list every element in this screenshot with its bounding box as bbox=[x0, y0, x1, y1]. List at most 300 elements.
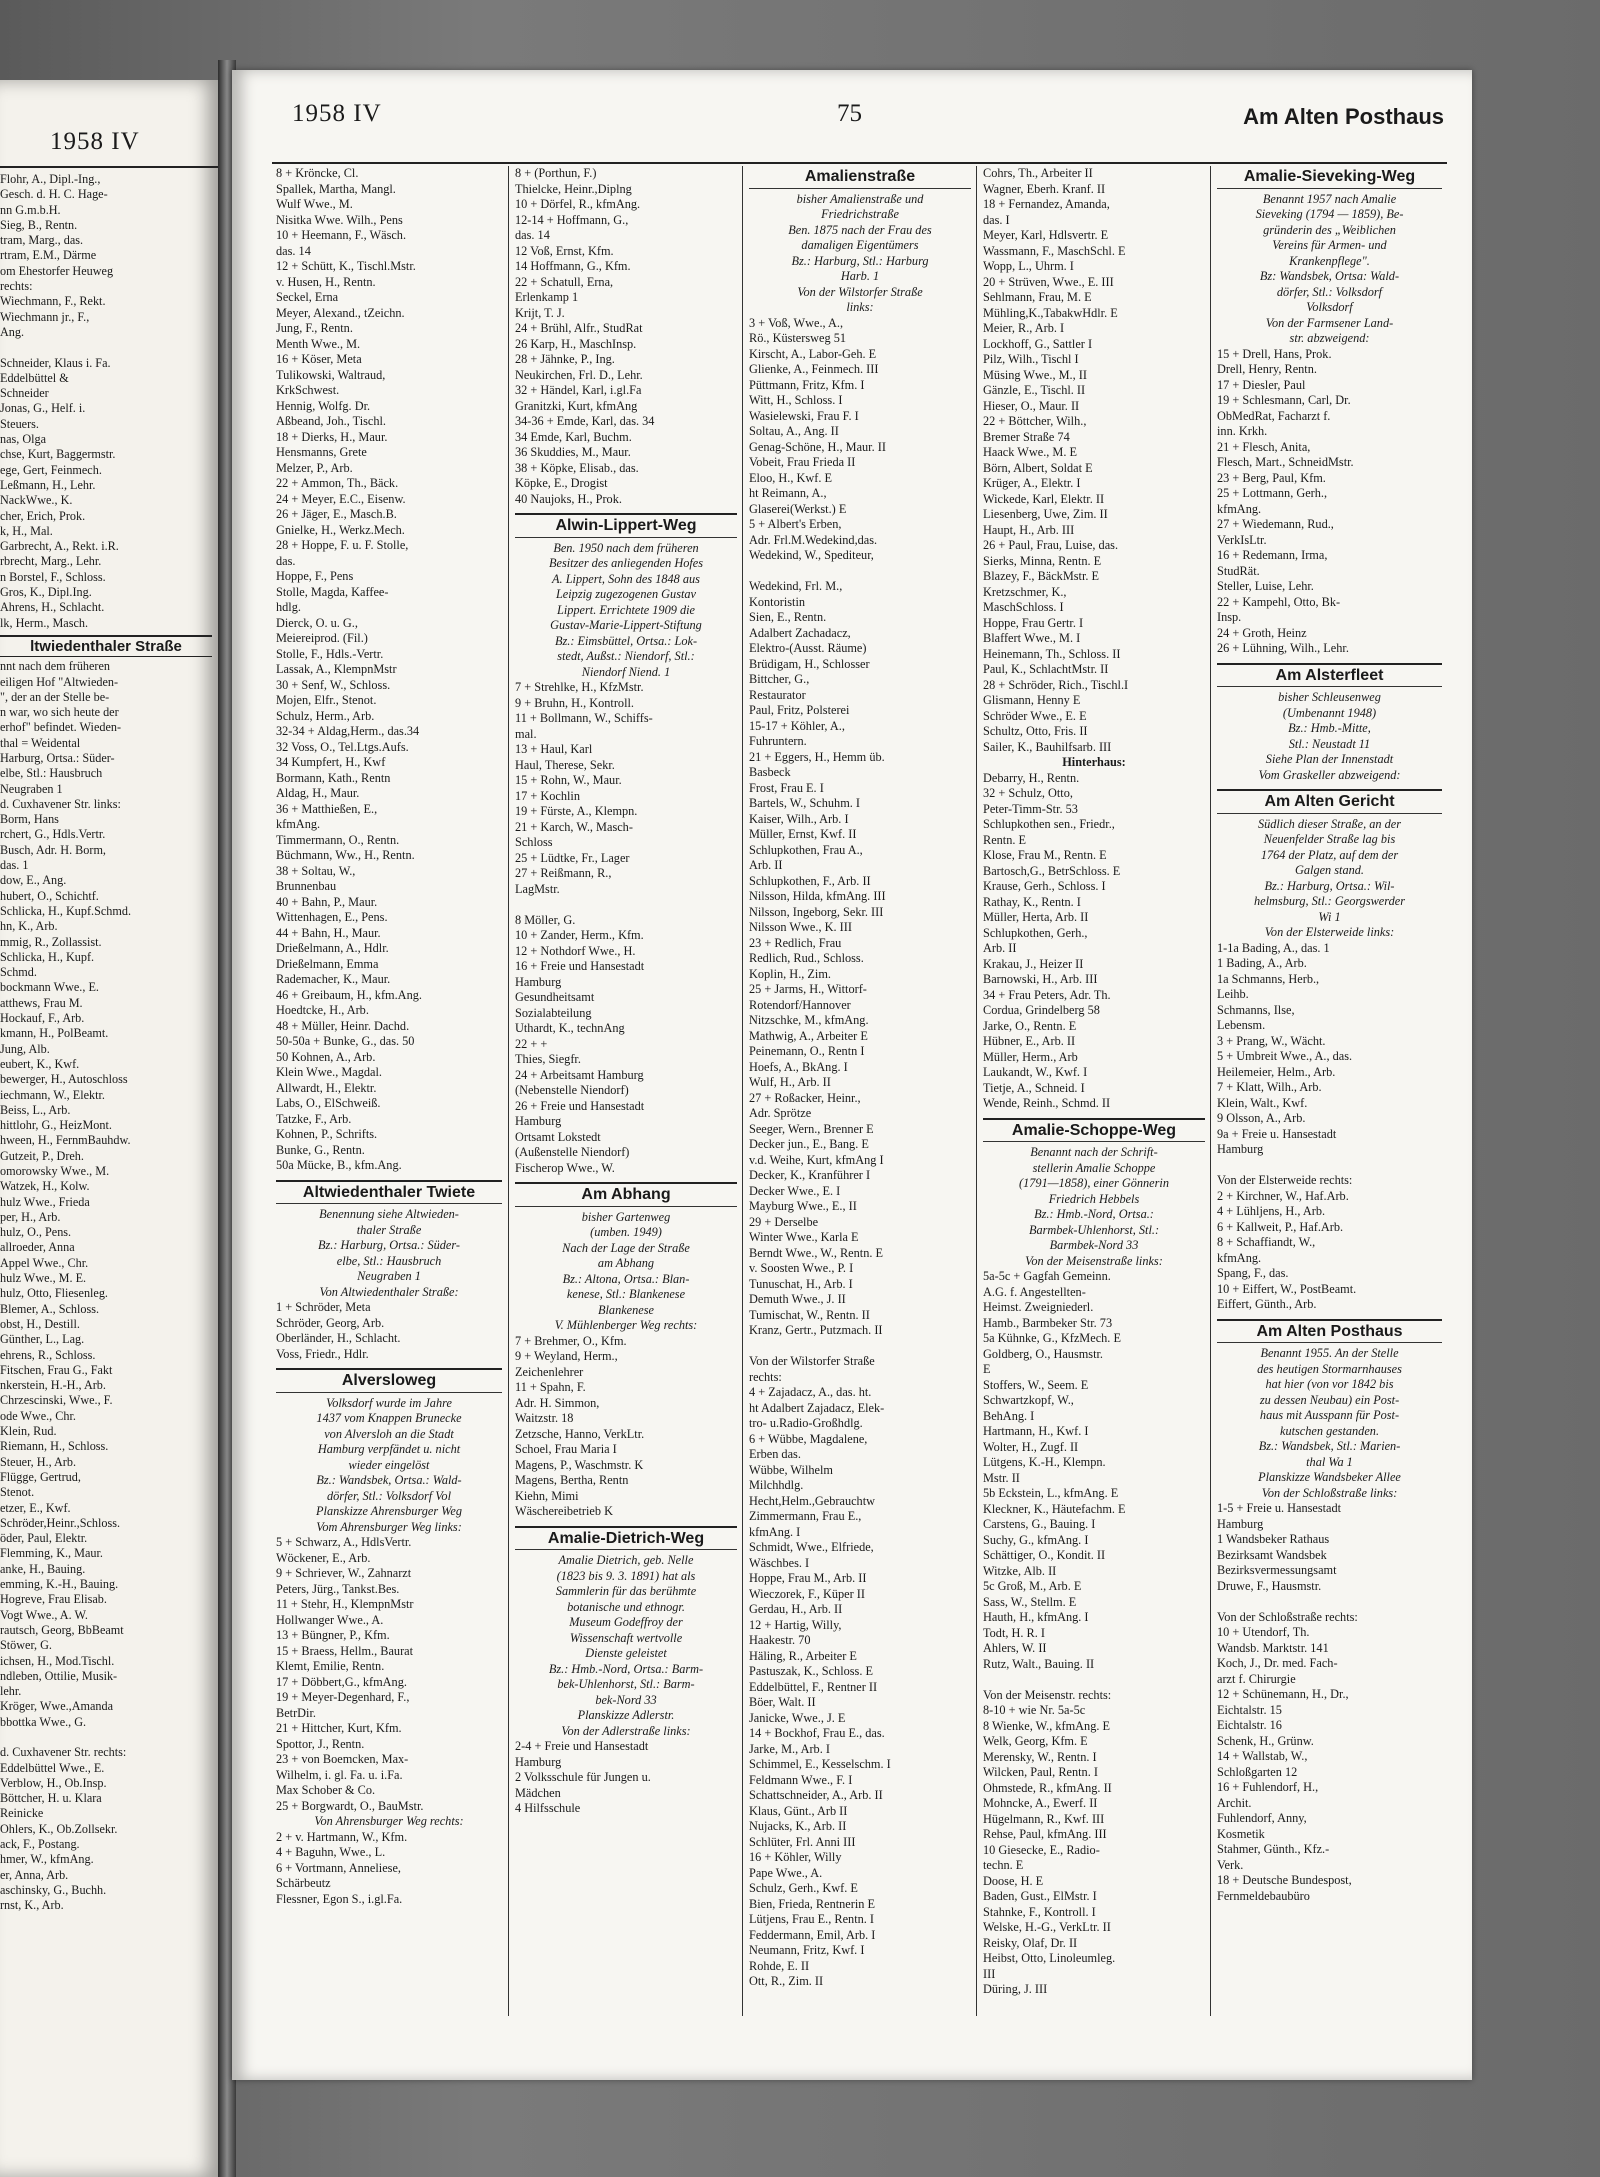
directory-line: ode Wwe., Chr. bbox=[0, 1408, 76, 1423]
resident-entry: 50a Mücke, B., kfm.Ang. bbox=[276, 1158, 402, 1172]
resident-entry: Nisitka Wwe. Wilh., Pens bbox=[276, 212, 403, 227]
resident-entry: A.G. f. Angestellten- bbox=[983, 1284, 1086, 1299]
street-note: Von der Schloßstraße links: bbox=[1261, 1485, 1398, 1500]
directory-line: Jung, Alb. bbox=[0, 1041, 50, 1056]
resident-entry: Barnowski, H., Arb. III bbox=[983, 972, 1098, 986]
street-note: thal Wa 1 bbox=[1306, 1454, 1353, 1469]
street-note: Galgen stand. bbox=[1295, 863, 1364, 877]
resident-entry: Demuth Wwe., J. II bbox=[749, 1292, 846, 1306]
street-note: Bz.: Harburg, Ortsa.: Süder- bbox=[317, 1238, 461, 1252]
street-note: 1437 vom Knappen Brunecke bbox=[316, 1411, 462, 1425]
directory-line: Borm, Hans bbox=[0, 812, 59, 827]
street-note: des heutigen Stormarnhauses bbox=[1257, 1361, 1402, 1376]
resident-entry: 5a-5c + Gagfah Gemeinn. bbox=[983, 1269, 1111, 1283]
directory-line: erhof" befindet. Wieden- bbox=[0, 720, 122, 735]
street-note: Bz: Wandsbek, Ortsa: Wald- bbox=[1259, 269, 1400, 283]
directory-line: dow, E., Ang. bbox=[0, 873, 67, 888]
resident-entry: 34-36 + Emde, Karl, das. 34 bbox=[515, 414, 655, 428]
resident-entry: 10 + Heemann, F., Wäsch. bbox=[276, 228, 407, 242]
resident-entry: 48 + Müller, Heinr. Dachd. bbox=[276, 1018, 410, 1033]
street-note: Vom Graskeller abzweigend: bbox=[1258, 767, 1401, 782]
resident-entry: 21 + Eggers, H., Hemm üb. bbox=[749, 749, 885, 764]
street-note: kenese, Stl.: Blankenese bbox=[566, 1287, 686, 1301]
street-note: Bz.: Hmb.-Nord, Ortsa.: bbox=[1034, 1207, 1154, 1221]
street-note: von Alversloh an die Stadt bbox=[324, 1426, 454, 1441]
resident-entry: Klemt, Emilie, Rentn. bbox=[276, 1659, 385, 1673]
directory-line: Schneider bbox=[0, 386, 49, 401]
resident-entry: 40 Naujoks, H., Prok. bbox=[515, 491, 622, 506]
resident-entry: ht Adalbert Zajadacz, Elek- bbox=[749, 1400, 885, 1415]
directory-line: Steuers. bbox=[0, 416, 39, 431]
resident-entry: Haack Wwe., M. E bbox=[983, 445, 1078, 459]
street-note: Dienste geleistet bbox=[585, 1646, 667, 1660]
resident-entry: kfmAng. bbox=[1217, 1250, 1262, 1265]
resident-entry: Erben das. bbox=[749, 1447, 801, 1461]
resident-entry: Wilcken, Paul, Rentn. I bbox=[983, 1765, 1098, 1779]
directory-line: emming, K.-H., Bauing. bbox=[0, 1577, 119, 1592]
resident-entry: v. Soosten Wwe., P. I bbox=[749, 1261, 854, 1275]
resident-entry: 8 + Schaffiandt, W., bbox=[1217, 1235, 1316, 1249]
resident-entry: Neumann, Fritz, Kwf. I bbox=[749, 1943, 865, 1957]
resident-entry: Wäschbes. I bbox=[749, 1555, 810, 1570]
page-header bbox=[232, 100, 1472, 140]
resident-entry: 8 Möller, G. bbox=[515, 912, 576, 927]
street-note: Planskizze Adlerstr. bbox=[577, 1708, 675, 1722]
resident-entry: Sozialabteilung bbox=[515, 1005, 592, 1020]
column-5 bbox=[1210, 166, 1448, 2016]
resident-entry: 27 + Reißmann, R., bbox=[515, 866, 612, 880]
resident-entry: Schmidt, Wwe., Elfriede, bbox=[749, 1540, 874, 1554]
resident-entry: Schoel, Frau Maria I bbox=[515, 1442, 617, 1456]
resident-entry: Adr. Frl.M.Wedekind,das. bbox=[749, 532, 878, 547]
directory-line: Günther, L., Lag. bbox=[0, 1332, 85, 1347]
resident-entry: 5 + Umbreit Wwe., A., das. bbox=[1217, 1049, 1353, 1063]
resident-entry: Brüdigam, H., Schlosser bbox=[749, 656, 870, 671]
resident-entry: Büchmann, Ww., H., Rentn. bbox=[276, 848, 415, 862]
street-note: Neugraben 1 bbox=[357, 1269, 421, 1283]
resident-entry: 1-1a Bading, A., das. 1 bbox=[1217, 940, 1330, 955]
street-note: Harb. 1 bbox=[840, 269, 880, 283]
resident-entry: Cohrs, Th., Arbeiter II bbox=[983, 166, 1093, 180]
resident-entry: Feddermann, Emil, Arb. I bbox=[749, 1927, 876, 1942]
resident-entry: 50-50a + Bunke, G., das. 50 bbox=[276, 1034, 415, 1048]
street-note: links: bbox=[846, 300, 874, 314]
resident-entry: Arb. II bbox=[749, 858, 783, 872]
resident-entry: 14 Hoffmann, G., Kfm. bbox=[515, 259, 631, 273]
resident-entry: 12 + Nothdorf Wwe., H. bbox=[515, 943, 636, 958]
resident-entry: Müller, Herta, Arb. II bbox=[983, 910, 1089, 924]
street-heading: Alwin-Lippert-Weg bbox=[515, 513, 737, 538]
resident-entry: Janicke, Wwe., J. E bbox=[749, 1710, 846, 1725]
directory-line: Böttcher, H. u. Klara bbox=[0, 1791, 102, 1806]
resident-entry: Wäschereibetrieb K bbox=[515, 1504, 613, 1518]
resident-entry: ObMedRat, Facharzt f. bbox=[1217, 408, 1331, 423]
directory-line: d. Cuxhavener Str. rechts: bbox=[0, 1745, 127, 1760]
resident-entry: kfmAng. I bbox=[749, 1524, 801, 1539]
street-note: dörfer, Stl.: Volksdorf bbox=[1276, 284, 1383, 299]
resident-entry: Hensmanns, Grete bbox=[276, 445, 367, 459]
resident-entry: Seckel, Erna bbox=[276, 290, 339, 304]
directory-line: ege, Gert, Feinmech. bbox=[0, 462, 102, 477]
resident-entry: 29 + Derselbe bbox=[749, 1214, 819, 1229]
resident-entry: Nujacks, K., Arb. II bbox=[749, 1819, 847, 1833]
resident-entry: Hartmann, H., Kwf. I bbox=[983, 1424, 1089, 1438]
resident-entry: Aßbeand, Joh., Tischl. bbox=[276, 414, 386, 428]
resident-entry: Wulf, H., Arb. II bbox=[749, 1075, 831, 1089]
resident-entry: Eloo, H., Kwf. E bbox=[749, 470, 832, 485]
street-note: Barmbek-Uhlenhorst, Stl.: bbox=[1028, 1222, 1160, 1237]
resident-entry: Melzer, P., Arb. bbox=[276, 460, 353, 475]
resident-entry: Adr. Sprötze bbox=[749, 1106, 812, 1120]
directory-line: Gros, K., Dipl.Ing. bbox=[0, 585, 92, 600]
resident-entry: 25 + Lottmann, Gerh., bbox=[1217, 486, 1328, 500]
resident-entry: Schmanns, Ilse, bbox=[1217, 1002, 1295, 1017]
resident-entry: rechts: bbox=[749, 1369, 782, 1384]
resident-entry: Hauth, H., kfmAng. I bbox=[983, 1610, 1089, 1624]
resident-entry: Fuhruntern. bbox=[749, 734, 807, 748]
street-heading: Am Abhang bbox=[515, 1182, 737, 1207]
resident-entry: 13 + Büngner, P., Kfm. bbox=[276, 1628, 390, 1642]
resident-entry: 16 + Fuhlendorf, H., bbox=[1217, 1780, 1319, 1794]
street-note: (1823 bis 9. 3. 1891) hat als bbox=[556, 1568, 696, 1583]
column-3 bbox=[742, 166, 977, 2016]
street-note: str. abzweigend: bbox=[1289, 331, 1370, 345]
directory-line: hween, H., FernmBauhdw. bbox=[0, 1133, 131, 1148]
resident-entry: VerkIsLtr. bbox=[1217, 532, 1267, 547]
resident-entry: Tunuschat, H., Arb. I bbox=[749, 1276, 853, 1291]
resident-entry: 16 + Redemann, Irma, bbox=[1217, 548, 1328, 562]
resident-entry: Von der Meisenstr. rechts: bbox=[983, 1687, 1112, 1702]
resident-entry: Granitzki, Kurt, kfmAng bbox=[515, 398, 638, 413]
resident-entry: III bbox=[983, 1966, 996, 1981]
street-note: elbe, Stl.: Hausbruch bbox=[336, 1253, 442, 1268]
resident-entry: Haakestr. 70 bbox=[749, 1633, 811, 1647]
directory-line: obst, H., Destill. bbox=[0, 1316, 80, 1331]
resident-entry: 3 + Prang, W., Wächt. bbox=[1217, 1033, 1326, 1048]
resident-entry: 1-5 + Freie u. Hansestadt bbox=[1217, 1501, 1342, 1515]
resident-entry: (Nebenstelle Niendorf) bbox=[515, 1083, 629, 1097]
resident-entry: Schröder Wwe., E. E bbox=[983, 708, 1087, 723]
resident-entry: Schulz, Gerh., Kwf. E bbox=[749, 1881, 858, 1895]
resident-entry: Nilsson, Hilda, kfmAng. III bbox=[749, 889, 886, 903]
directory-line: Fitschen, Frau G., Fakt bbox=[0, 1362, 113, 1377]
resident-entry: 22 + Kampehl, Otto, Bk- bbox=[1217, 594, 1341, 609]
street-note: Von der Farmsener Land- bbox=[1265, 315, 1394, 330]
resident-entry: Jung, F., Rentn. bbox=[276, 321, 353, 335]
directory-line: nas, Olga bbox=[0, 432, 47, 447]
resident-entry: (Außenstelle Niendorf) bbox=[515, 1145, 630, 1159]
resident-entry bbox=[1217, 1158, 1442, 1174]
resident-entry: Wulf Wwe., M. bbox=[276, 197, 353, 211]
resident-entry: ht Reimann, A., bbox=[749, 486, 827, 500]
resident-entry: Nilsson Wwe., K. III bbox=[749, 920, 852, 934]
resident-entry: Bunke, G., Rentn. bbox=[276, 1142, 365, 1157]
directory-line: Flohr, A., Dipl.-Ing., bbox=[0, 172, 101, 186]
street-heading: Am Alsterfleet bbox=[1217, 663, 1442, 688]
resident-entry: Doose, H. E bbox=[983, 1873, 1044, 1888]
resident-entry: 16 + Köser, Meta bbox=[276, 352, 362, 366]
resident-entry: Drell, Henry, Rentn. bbox=[1217, 362, 1317, 376]
resident-entry: Lütjens, Frau E., Rentn. I bbox=[749, 1912, 874, 1926]
resident-entry: 30 + Senf, W., Schloss. bbox=[276, 677, 391, 692]
resident-entry: 4 + Lühljens, H., Arb. bbox=[1217, 1204, 1326, 1218]
left-page-lines-2 bbox=[0, 659, 212, 1913]
street-note: Von der Meisenstraße links: bbox=[1025, 1253, 1163, 1268]
resident-entry: Glaserei(Werkst.) E bbox=[749, 501, 847, 516]
resident-entry: Pape Wwe., A. bbox=[749, 1865, 823, 1880]
resident-entry: Mathwig, A., Arbeiter E bbox=[749, 1028, 868, 1043]
resident-entry: 5b Eckstein, L., kfmAng. E bbox=[983, 1486, 1119, 1500]
resident-entry: Koch, J., Dr. med. Fach- bbox=[1217, 1656, 1338, 1670]
resident-entry bbox=[1217, 1594, 1442, 1610]
directory-line: anke, H., Bauing. bbox=[0, 1561, 86, 1576]
resident-entry: Jarke, M., Arb. I bbox=[749, 1741, 830, 1756]
street-note: Bz.: Wandsbek, Stl.: Marien- bbox=[1258, 1439, 1401, 1453]
street-heading: Amalie-Sieveking-Weg bbox=[1217, 166, 1442, 189]
directory-line: Gesch. d. H. C. Hage- bbox=[0, 187, 108, 202]
resident-entry: 50 Kohnen, A., Arb. bbox=[276, 1049, 376, 1064]
resident-entry: 15 + Rohn, W., Maur. bbox=[515, 773, 622, 787]
resident-entry: Rentn. E bbox=[983, 832, 1027, 847]
resident-entry: Laukandt, W., Kwf. I bbox=[983, 1065, 1088, 1079]
directory-line: Eddelbüttel Wwe., E. bbox=[0, 1760, 105, 1775]
resident-entry: LagMstr. bbox=[515, 881, 560, 896]
directory-line: Sieg, B., Rentn. bbox=[0, 217, 78, 232]
resident-entry: Stolle, F., Hdls.-Vertr. bbox=[276, 646, 384, 661]
resident-entry: 19 + Fürste, A., Klempn. bbox=[515, 804, 638, 818]
directory-line: eiligen Hof "Altwieden- bbox=[0, 674, 119, 689]
resident-entry: Düring, J. III bbox=[983, 1982, 1048, 1996]
resident-entry: Schenk, H., Grünw. bbox=[1217, 1733, 1314, 1748]
directory-line: Wiechmann, F., Rekt. bbox=[0, 294, 106, 309]
resident-entry: Müller, Herm., Arb bbox=[983, 1049, 1078, 1064]
resident-entry: Bartels, W., Schuhm. I bbox=[749, 796, 861, 810]
directory-line: Kröger, Wwe.,Amanda bbox=[0, 1699, 113, 1714]
resident-entry: Sien, E., Rentn. bbox=[749, 610, 827, 624]
directory-line: rbrecht, Marg., Lehr. bbox=[0, 554, 102, 569]
running-title: Am Alten Posthaus bbox=[1243, 104, 1444, 129]
resident-entry: Mühling,K.,TabakwHdlr. E bbox=[983, 305, 1118, 320]
resident-entry: 15 + Braess, Hellm., Baurat bbox=[276, 1643, 414, 1658]
resident-entry: Klein, Walt., Kwf. bbox=[1217, 1095, 1308, 1110]
resident-entry: 8 Wienke, W., kfmAng. E bbox=[983, 1718, 1111, 1733]
directory-line: aschinsky, G., Buchh. bbox=[0, 1882, 107, 1897]
resident-entry: Böer, Walt. II bbox=[749, 1695, 816, 1709]
resident-entry: 26 Karp, H., MaschInsp. bbox=[515, 336, 637, 351]
resident-entry: Milchhdlg. bbox=[749, 1478, 804, 1492]
resident-entry: Rö., Küstersweg 51 bbox=[749, 331, 847, 345]
resident-entry: Spang, F., das. bbox=[1217, 1266, 1289, 1280]
resident-entry: Pilz, Wilh., Tischl I bbox=[983, 352, 1079, 366]
directory-line: d. Cuxhavener Str. links: bbox=[0, 796, 121, 811]
resident-entry: Sass, W., Stellm. E bbox=[983, 1594, 1077, 1609]
resident-entry: Rutz, Walt., Bauing. II bbox=[983, 1656, 1095, 1671]
directory-line: rautsch, Georg, BbBeamt bbox=[0, 1622, 124, 1637]
resident-entry: Sailer, K., Bauhilfsarb. III bbox=[983, 739, 1112, 754]
resident-entry: 9 + Bruhn, H., Kontroll. bbox=[515, 695, 634, 710]
street-note: Volksdorf bbox=[1306, 300, 1353, 314]
directory-line: Stöwer, G. bbox=[0, 1638, 52, 1653]
resident-entry: Schulz, Herm., Arb. bbox=[276, 708, 375, 723]
street-note: Benannt nach der Schrift- bbox=[1030, 1145, 1158, 1159]
directory-line: Steuer, H., Arb. bbox=[0, 1454, 77, 1469]
street-note: Neuenfelder Straße lag bis bbox=[1263, 832, 1396, 846]
directory-line: bewerger, H., Autoschloss bbox=[0, 1072, 128, 1087]
resident-entry: 2 + Kirchner, W., Haf.Arb. bbox=[1217, 1188, 1349, 1203]
directory-line: allroeder, Anna bbox=[0, 1240, 75, 1255]
street-note: thaler Straße bbox=[356, 1222, 422, 1237]
street-note: Von Ahrensburger Weg rechts: bbox=[314, 1814, 464, 1828]
street-note: Nach der Lage der Straße bbox=[562, 1240, 690, 1255]
resident-entry: 23 + Berg, Paul, Kfm. bbox=[1217, 470, 1326, 485]
directory-line: Flügge, Gertrud, bbox=[0, 1469, 81, 1484]
resident-entry: Schärbeutz bbox=[276, 1876, 331, 1890]
resident-entry: Kaiser, Wilh., Arb. I bbox=[749, 811, 849, 826]
resident-entry: Von der Schloßstraße rechts: bbox=[1217, 1609, 1358, 1624]
directory-line: hulz, Otto, Fliesenleg. bbox=[0, 1286, 108, 1301]
resident-entry: 24 + Groth, Heinz bbox=[1217, 625, 1307, 640]
resident-entry: 9a + Freie u. Hansestadt bbox=[1217, 1126, 1337, 1141]
resident-entry: Glienke, A., Feinmech. III bbox=[749, 362, 879, 376]
resident-entry: Kontoristin bbox=[749, 594, 806, 609]
resident-entry: 14 + Bockhof, Frau E., das. bbox=[749, 1726, 885, 1740]
street-note: Südlich dieser Straße, an der bbox=[1257, 816, 1402, 831]
directory-line: Schlicka, H., Kupf. bbox=[0, 949, 95, 964]
resident-entry: 40 + Bahn, P., Maur. bbox=[276, 894, 378, 909]
resident-entry: Eichtalstr. 16 bbox=[1217, 1718, 1282, 1732]
street-heading: Amalie-Dietrich-Weg bbox=[515, 1526, 737, 1551]
resident-entry: Kohnen, P., Schrifts. bbox=[276, 1127, 378, 1141]
directory-line: Leßmann, H., Lehr. bbox=[0, 477, 96, 492]
directory-line: Flemming, K., Maur. bbox=[0, 1546, 103, 1561]
directory-line: Jonas, G., Helf. i. bbox=[0, 401, 86, 416]
resident-entry: MaschSchloss. I bbox=[983, 600, 1064, 614]
resident-entry: 25 + Jarms, H., Wittorf- bbox=[749, 982, 867, 996]
resident-entry: Fuhlendorf, Anny, bbox=[1217, 1811, 1307, 1825]
directory-line: atthews, Frau M. bbox=[0, 995, 83, 1010]
resident-entry: 14 + Wallstab, W., bbox=[1217, 1749, 1308, 1763]
street-note: Museum Godeffroy der bbox=[569, 1615, 683, 1629]
resident-entry: Witt, H., Schloss. I bbox=[749, 393, 843, 407]
resident-entry: 5a Kühnke, G., KfzMech. E bbox=[983, 1331, 1121, 1345]
resident-entry: Zeichenlehrer bbox=[515, 1364, 584, 1379]
resident-entry: Koplin, H., Zim. bbox=[749, 966, 831, 981]
resident-entry: Schimmel, E., Kesselschm. I bbox=[749, 1757, 891, 1771]
directory-line: Gutzeit, P., Dreh. bbox=[0, 1148, 84, 1163]
resident-entry: Kretzschmer, K., bbox=[983, 584, 1067, 599]
resident-entry: Ortsamt Lokstedt bbox=[515, 1129, 601, 1144]
resident-entry: Kranz, Gertr., Putzmach. II bbox=[749, 1323, 883, 1337]
left-page-header: 1958 IV bbox=[50, 128, 140, 155]
resident-entry: 36 + Matthießen, E., bbox=[276, 801, 378, 816]
resident-entry: Max Schober & Co. bbox=[276, 1783, 376, 1797]
resident-entry: Bremer Straße 74 bbox=[983, 429, 1070, 444]
street-note: Bz.: Harburg, Ortsa.: Wil- bbox=[1264, 878, 1395, 893]
directory-line: rchert, G., Hdls.Vertr. bbox=[0, 827, 106, 842]
resident-entry: 2-4 + Freie und Hansestadt bbox=[515, 1739, 649, 1753]
resident-entry: Sehlmann, Frau, M. E bbox=[983, 290, 1092, 304]
street-note: Benannt 1955. An der Stelle bbox=[1260, 1346, 1399, 1360]
resident-entry: 26 + Jäger, E., Masch.B. bbox=[276, 507, 397, 521]
resident-entry: Thielcke, Heinr.,Diplng bbox=[515, 181, 632, 196]
resident-entry: Mayburg Wwe., E., II bbox=[749, 1199, 857, 1213]
resident-entry: Meier, R., Arb. I bbox=[983, 321, 1065, 335]
resident-entry: Hoppe, Frau M., Arb. II bbox=[749, 1571, 867, 1585]
resident-entry: Wasielewski, Frau F. I bbox=[749, 408, 859, 423]
resident-entry: Hoppe, Frau Gertr. I bbox=[983, 615, 1084, 630]
directory-line: cher, Erich, Prok. bbox=[0, 508, 86, 523]
resident-entry: Drießelmann, Emma bbox=[276, 956, 379, 971]
street-note: bek-Nord 33 bbox=[595, 1692, 657, 1707]
directory-line: nnt nach dem früheren bbox=[0, 659, 110, 674]
resident-entry: Schultz, Otto, Fris. II bbox=[983, 724, 1088, 738]
resident-entry: 36 Skuddies, M., Maur. bbox=[515, 445, 631, 459]
resident-entry: Mohncke, A., Ewerf. II bbox=[983, 1796, 1098, 1810]
directory-line: elbe, Stl.: Hausbruch bbox=[0, 766, 103, 781]
resident-entry: Menth Wwe., M. bbox=[276, 336, 361, 351]
resident-entry: Pastuszak, K., Schloss. E bbox=[749, 1664, 873, 1678]
directory-line: nn G.m.b.H. bbox=[0, 202, 61, 217]
directory-line: Riemann, H., Schloss. bbox=[0, 1439, 109, 1454]
street-note: Besitzer des anliegenden Hofes bbox=[548, 556, 704, 570]
resident-entry: 20 + Strüven, Wwe., E. III bbox=[983, 274, 1114, 289]
street-note: Bz.: Altona, Ortsa.: Blan- bbox=[562, 1271, 690, 1286]
resident-entry: Krause, Gerh., Schloss. I bbox=[983, 879, 1106, 893]
resident-entry: Schattschneider, A., Arb. II bbox=[749, 1788, 883, 1802]
resident-entry: Haul, Therese, Sekr. bbox=[515, 757, 615, 772]
resident-entry: 17 + Döbbert,G., kfmAng. bbox=[276, 1674, 407, 1689]
resident-entry: Magens, Bertha, Rentn bbox=[515, 1473, 629, 1487]
resident-entry: 26 + Freie und Hansestadt bbox=[515, 1098, 645, 1113]
resident-entry: Klose, Frau M., Rentn. E bbox=[983, 848, 1107, 862]
directory-line: NackWwe., K. bbox=[0, 493, 73, 508]
resident-entry: Erlenkamp 1 bbox=[515, 290, 579, 304]
resident-entry: Fernmeldebaubüro bbox=[1217, 1888, 1310, 1903]
resident-entry: Bormann, Kath., Rentn bbox=[276, 770, 391, 785]
directory-line: Stenot. bbox=[0, 1485, 35, 1500]
resident-entry: Feldmann Wwe., F. I bbox=[749, 1772, 853, 1787]
directory-line: das. 1 bbox=[0, 858, 29, 873]
resident-entry: 1 + Schröder, Meta bbox=[276, 1300, 371, 1314]
resident-entry: Stahnke, F., Kontroll. I bbox=[983, 1904, 1096, 1919]
street-note: Sieveking (1794 — 1859), Be- bbox=[1255, 207, 1404, 221]
right-page bbox=[232, 70, 1472, 2080]
street-note: V. Mühlenberger Weg rechts: bbox=[554, 1318, 698, 1332]
street-note: Wi 1 bbox=[1318, 909, 1341, 924]
directory-line: hn, K., Arb. bbox=[0, 919, 58, 934]
directory-line: hmer, W., kfmAng. bbox=[0, 1852, 94, 1867]
resident-entry bbox=[515, 897, 737, 913]
directory-line: Ohlers, K., Ob.Zollsekr. bbox=[0, 1821, 118, 1836]
street-note: wieder eingelöst bbox=[348, 1457, 430, 1472]
resident-entry: Nilsson, Ingeborg, Sekr. III bbox=[749, 904, 884, 919]
resident-entry: 7 + Strehlke, H., KfzMstr. bbox=[515, 680, 644, 694]
resident-entry: Hoefs, A., BkAng. I bbox=[749, 1059, 848, 1074]
resident-entry: Von der Elsterweide rechts: bbox=[1217, 1173, 1353, 1187]
resident-entry: Flessner, Egon S., i.gl.Fa. bbox=[276, 1891, 403, 1906]
directory-line: lk, Herm., Masch. bbox=[0, 615, 89, 630]
resident-entry: Fischerop Wwe., W. bbox=[515, 1160, 615, 1175]
resident-entry: 12 + Schütt, K., Tischl.Mstr. bbox=[276, 259, 416, 273]
left-header-rule bbox=[0, 166, 222, 168]
resident-entry: Kleckner, K., Häutefachm. E bbox=[983, 1501, 1126, 1516]
resident-entry: Gerdau, H., Arb. II bbox=[749, 1602, 843, 1616]
resident-entry: Rathay, K., Rentn. I bbox=[983, 894, 1081, 909]
street-note: Benennung siehe Altwieden- bbox=[319, 1207, 459, 1221]
resident-entry: Archit. bbox=[1217, 1795, 1252, 1810]
resident-entry: 13 + Haul, Karl bbox=[515, 742, 593, 756]
directory-line: Verblow, H., Ob.Insp. bbox=[0, 1775, 107, 1790]
